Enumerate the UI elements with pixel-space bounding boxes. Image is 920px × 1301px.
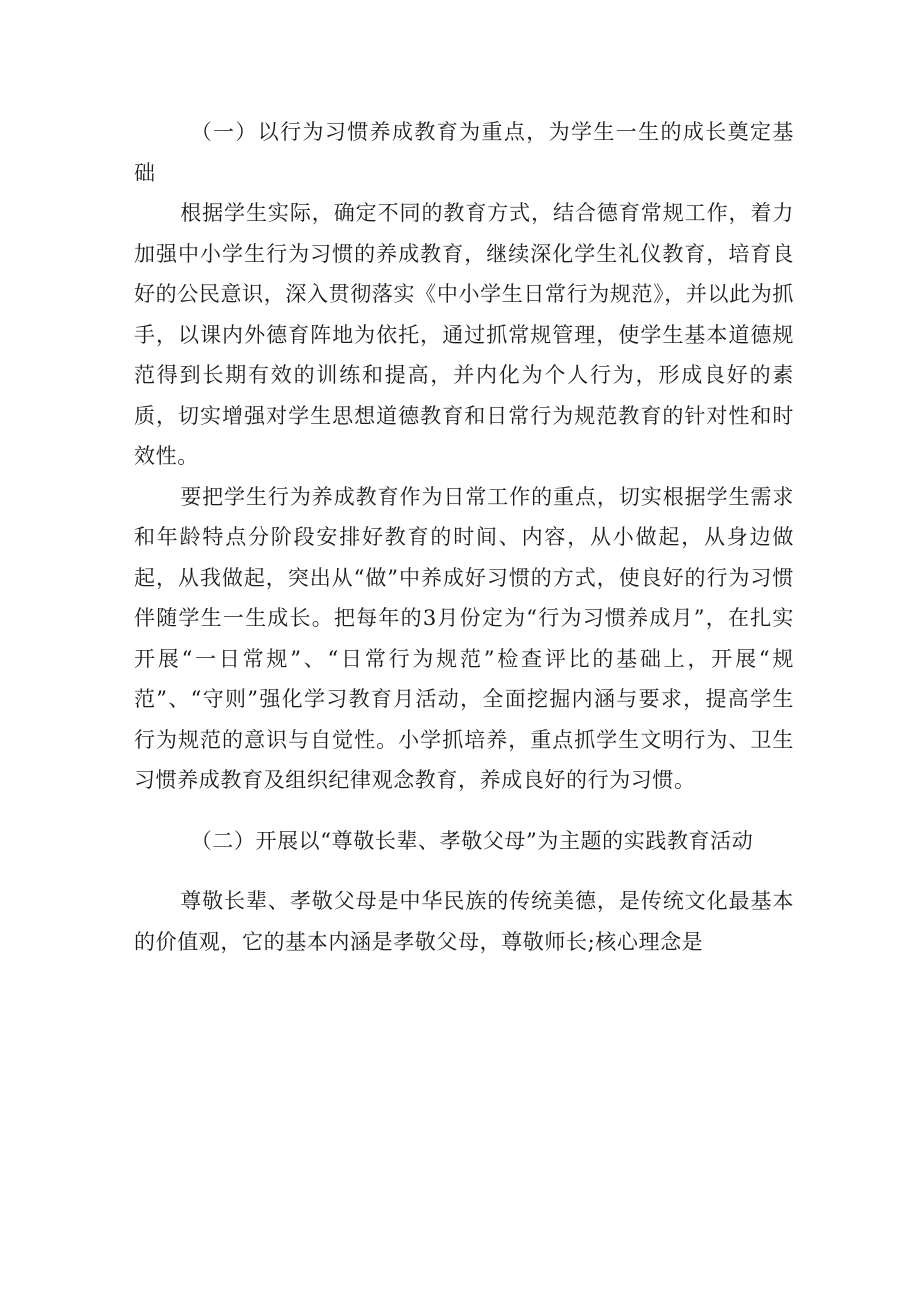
section-2-paragraph-1: 尊敬长辈、孝敬父母是中华民族的传统美德，是传统文化最基本的价值观，它的基本内涵是孝敬父母，尊敬师长;核心理念是 (134, 889, 794, 954)
section-heading-2: （二）开展以“尊敬长辈、孝敬父母”为主题的实践教育活动 (190, 828, 754, 853)
document-body (134, 112, 794, 962)
section-1-paragraph-2: 要把学生行为养成教育作为日常工作的重点，切实根据学生需求和年龄特点分阶段安排好教育的时间、内容，从小做起，从身边做起，从我做起，突出从“做”中养成好习惯的方式，使良好的行为习惯伴随学生一生成长。把每年的3月份定为“行为习惯养成月”，在扎实开展“一日常规”、“日常行为规范”检查评比的基础上，开展“规范”、“守则”强化学习教育月活动，全面挖掘内涵与要求，提高学生行为规范的意识与自觉性。小学抓培养，重点抓学生文明行为、卫生习惯养成教育及组织纪律观念教育，养成良好的行为习惯。 (134, 484, 794, 792)
section-heading-1: （一）以行为习惯养成教育为重点，为学生一生的成长奠定基础 (134, 120, 794, 185)
section-1-paragraph-1: 根据学生实际，确定不同的教育方式，结合德育常规工作，着力加强中小学生行为习惯的养成教育，继续深化学生礼仪教育，培育良好的公民意识，深入贯彻落实《中小学生日常行为规范》，并以此为抓手，以课内外德育阵地为依托，通过抓常规管理，使学生基本道德规范得到长期有效的训练和提高，并内化为个人行为，形成良好的素质，切实增强对学生思想道德教育和日常行为规范教育的针对性和时效性。 (134, 201, 794, 468)
